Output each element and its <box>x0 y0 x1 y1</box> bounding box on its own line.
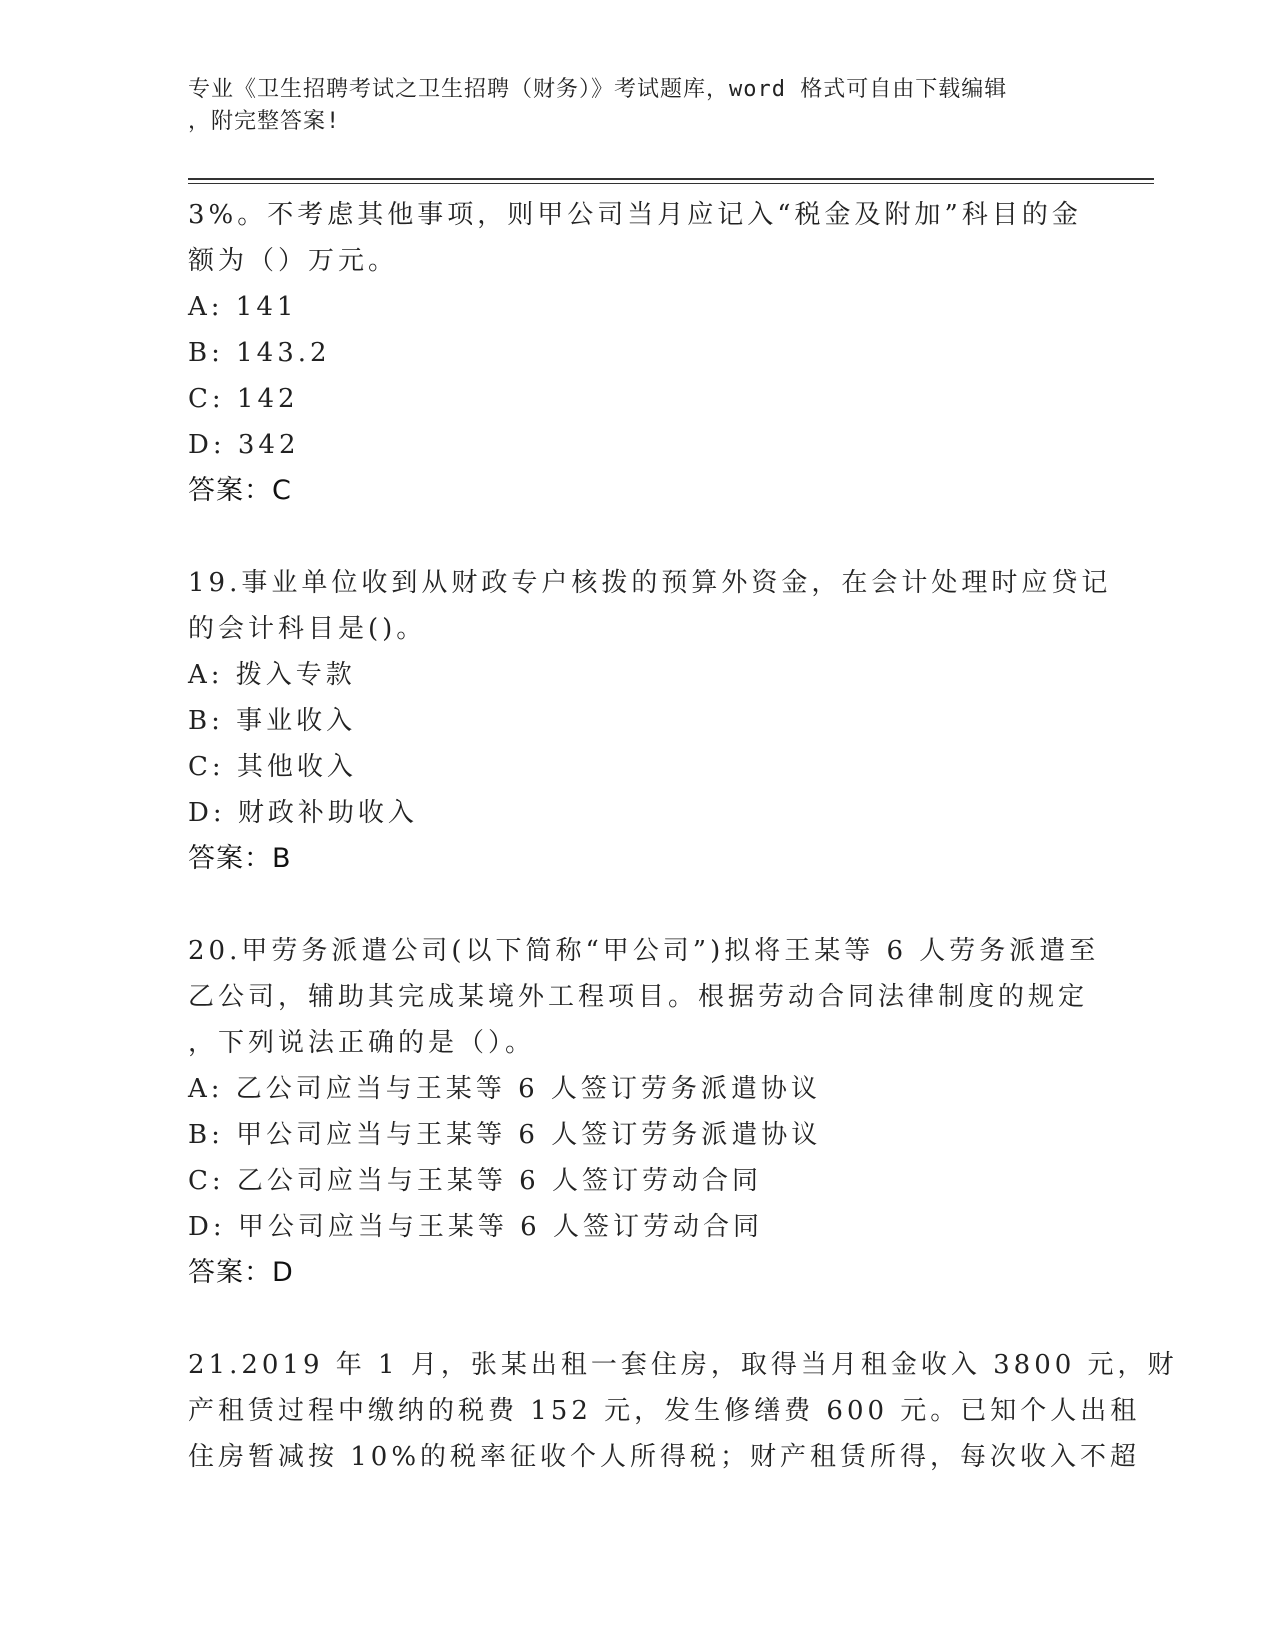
question-stem-line: 19.事业单位收到从财政专户核拨的预算外资金，在会计处理时应贷记 <box>188 568 1112 598</box>
question-stem-line: 的会计科目是()。 <box>188 614 427 644</box>
header-divider-top <box>188 178 1154 180</box>
question-19 <box>188 560 1112 882</box>
option-b: B: 甲公司应当与王某等 6 人签订劳务派遣协议 <box>188 1120 822 1150</box>
option-c: C: 142 <box>188 384 299 414</box>
question-stem-line: 产租赁过程中缴纳的税费 152 元，发生修缮费 600 元。已知个人出租 <box>188 1396 1141 1426</box>
question-20 <box>188 928 1100 1296</box>
page-header <box>188 74 1068 138</box>
question-stem-line: 住房暂减按 10%的税率征收个人所得税；财产租赁所得，每次收入不超 <box>188 1442 1141 1472</box>
question-21 <box>188 1342 1178 1480</box>
option-b: B: 事业收入 <box>188 706 357 736</box>
question-stem-line: 乙公司，辅助其完成某境外工程项目。根据劳动合同法律制度的规定 <box>188 982 1089 1012</box>
question-stem-line: ，下列说法正确的是（）。 <box>188 1028 536 1058</box>
header-line-1: 专业《卫生招聘考试之卫生招聘（财务）》考试题库，word 格式可自由下载编辑 <box>188 77 1008 102</box>
answer-label: 答案：D <box>188 1257 294 1288</box>
option-a: A: 141 <box>188 292 298 322</box>
option-a: A: 乙公司应当与王某等 6 人签订劳务派遣协议 <box>188 1074 821 1104</box>
option-a: A: 拨入专款 <box>188 660 356 690</box>
question-18 <box>188 192 1088 514</box>
question-stem-line: 额为（）万元。 <box>188 246 399 276</box>
header-divider-bottom <box>188 183 1154 184</box>
answer-label: 答案：C <box>188 475 292 506</box>
header-line-2: ，附完整答案! <box>188 109 341 134</box>
option-b: B: 143.2 <box>188 338 331 368</box>
question-stem-line: 21.2019 年 1 月，张某出租一套住房，取得当月租金收入 3800 元，财 <box>188 1350 1178 1380</box>
option-d: D: 财政补助收入 <box>188 798 418 828</box>
option-c: C: 其他收入 <box>188 752 357 782</box>
question-stem-line: 20.甲劳务派遣公司(以下简称“甲公司”)拟将王某等 6 人劳务派遣至 <box>188 936 1100 966</box>
option-d: D: 甲公司应当与王某等 6 人签订劳动合同 <box>188 1212 763 1242</box>
question-stem-line: 3%。不考虑其他事项，则甲公司当月应记入“税金及附加”科目的金 <box>188 200 1082 230</box>
answer-label: 答案：B <box>188 843 292 874</box>
option-c: C: 乙公司应当与王某等 6 人签订劳动合同 <box>188 1166 762 1196</box>
option-d: D: 342 <box>188 430 300 460</box>
question-content <box>188 192 1178 1480</box>
